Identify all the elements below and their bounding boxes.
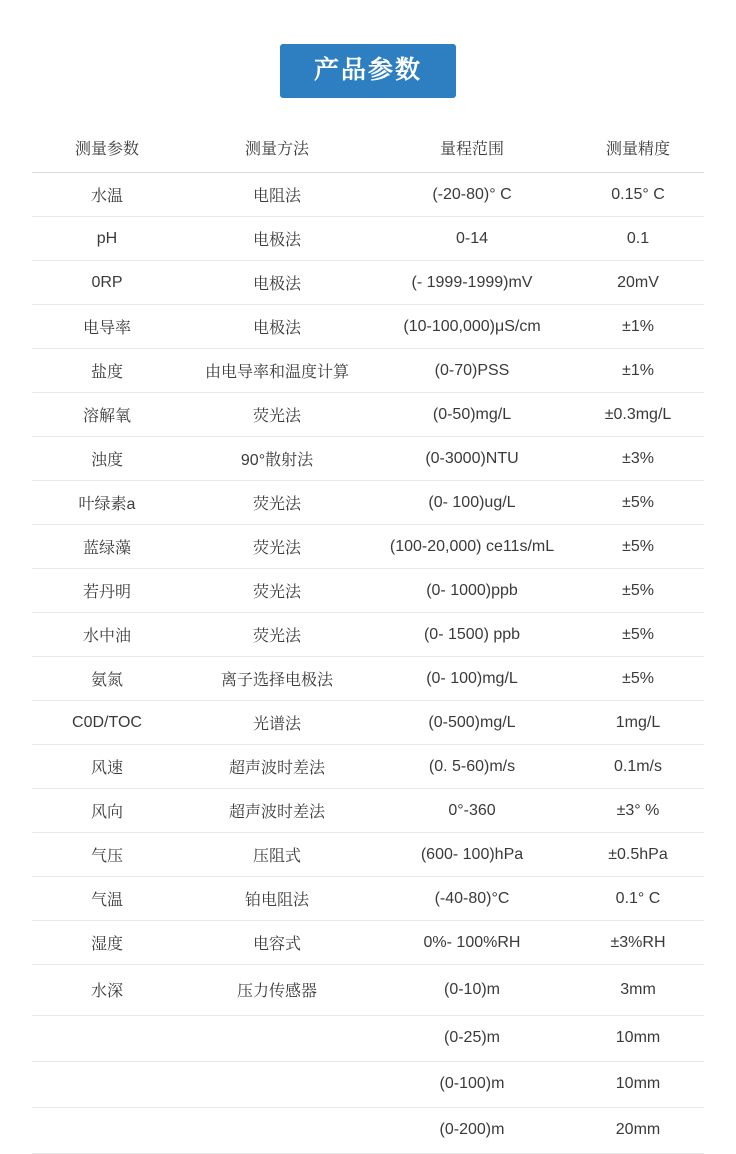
cell-accuracy: 10mm <box>572 1062 704 1108</box>
cell-parameter: 0RP <box>32 261 182 305</box>
cell-accuracy: 0.1 <box>572 217 704 261</box>
table-row <box>32 349 704 393</box>
cell-accuracy: 3mm <box>572 965 704 1016</box>
table-row <box>32 833 704 877</box>
cell-parameter <box>32 1016 182 1062</box>
cell-parameter: 蓝绿藻 <box>32 525 182 569</box>
table-row <box>32 525 704 569</box>
cell-method: 荧光法 <box>182 393 372 437</box>
cell-accuracy: 20mV <box>572 261 704 305</box>
table-row <box>32 657 704 701</box>
cell-method: 铂电阻法 <box>182 877 372 921</box>
cell-parameter: 水温 <box>32 173 182 217</box>
cell-parameter: 浊度 <box>32 437 182 481</box>
cell-parameter: 溶解氧 <box>32 393 182 437</box>
cell-accuracy: ±5% <box>572 613 704 657</box>
cell-method: 荧光法 <box>182 481 372 525</box>
cell-range: (0-500)mg/L <box>372 701 572 745</box>
cell-method <box>182 1016 372 1062</box>
cell-parameter: 湿度 <box>32 921 182 965</box>
table-row <box>32 613 704 657</box>
cell-method: 荧光法 <box>182 525 372 569</box>
cell-accuracy: ±0.5hPa <box>572 833 704 877</box>
cell-accuracy: 0.1° C <box>572 877 704 921</box>
cell-accuracy: 10mm <box>572 1016 704 1062</box>
cell-accuracy: ±3° % <box>572 789 704 833</box>
cell-parameter: 气压 <box>32 833 182 877</box>
cell-accuracy: ±3%RH <box>572 921 704 965</box>
cell-range: (0-50)mg/L <box>372 393 572 437</box>
cell-range: (600- 100)hPa <box>372 833 572 877</box>
cell-method: 电阻法 <box>182 173 372 217</box>
cell-range: (0-25)m <box>372 1016 572 1062</box>
cell-range: 0%- 100%RH <box>372 921 572 965</box>
cell-range: (-40-80)°C <box>372 877 572 921</box>
cell-method: 光谱法 <box>182 701 372 745</box>
cell-range: (0- 100)ug/L <box>372 481 572 525</box>
page-header <box>0 0 736 98</box>
cell-range: 0-14 <box>372 217 572 261</box>
cell-accuracy: 0.1m/s <box>572 745 704 789</box>
cell-range: (0-100)m <box>372 1062 572 1108</box>
cell-range: (0-3000)NTU <box>372 437 572 481</box>
cell-accuracy: ±3% <box>572 437 704 481</box>
cell-method: 电极法 <box>182 261 372 305</box>
table-row <box>32 1016 704 1062</box>
cell-parameter: 水中油 <box>32 613 182 657</box>
cell-range: (0. 5-60)m/s <box>372 745 572 789</box>
table-header-row <box>32 128 704 173</box>
cell-method: 由电导率和温度计算 <box>182 349 372 393</box>
table-row <box>32 481 704 525</box>
cell-method: 超声波时差法 <box>182 745 372 789</box>
table-row <box>32 393 704 437</box>
cell-parameter: 气温 <box>32 877 182 921</box>
cell-accuracy: 1mg/L <box>572 701 704 745</box>
cell-method: 荧光法 <box>182 613 372 657</box>
cell-method <box>182 1062 372 1108</box>
table-row <box>32 217 704 261</box>
cell-parameter: 水深 <box>32 965 182 1016</box>
cell-method: 离子选择电极法 <box>182 657 372 701</box>
table-row <box>32 1108 704 1154</box>
table-row <box>32 877 704 921</box>
cell-parameter: C0D/TOC <box>32 701 182 745</box>
cell-parameter <box>32 1062 182 1108</box>
table-row <box>32 173 704 217</box>
column-header-method: 测量方法 <box>182 128 372 173</box>
cell-method: 压力传感器 <box>182 965 372 1016</box>
table-body <box>32 173 704 1154</box>
cell-parameter <box>32 1108 182 1154</box>
table-row <box>32 437 704 481</box>
cell-parameter: 氨氮 <box>32 657 182 701</box>
cell-method: 电容式 <box>182 921 372 965</box>
table-row <box>32 1062 704 1108</box>
cell-range: (0- 100)mg/L <box>372 657 572 701</box>
cell-range: (- 1999-1999)mV <box>372 261 572 305</box>
table-row <box>32 569 704 613</box>
cell-method: 电极法 <box>182 217 372 261</box>
cell-range: (0- 1000)ppb <box>372 569 572 613</box>
table-row <box>32 305 704 349</box>
table-row <box>32 261 704 305</box>
cell-parameter: 若丹明 <box>32 569 182 613</box>
cell-range: (0-10)m <box>372 965 572 1016</box>
cell-accuracy: ±5% <box>572 657 704 701</box>
specifications-table <box>32 128 704 1154</box>
cell-parameter: 电导率 <box>32 305 182 349</box>
cell-range: (-20-80)° C <box>372 173 572 217</box>
table-row <box>32 965 704 1016</box>
cell-parameter: 盐度 <box>32 349 182 393</box>
cell-method <box>182 1108 372 1154</box>
table-row <box>32 745 704 789</box>
cell-range: (10-100,000)μS/cm <box>372 305 572 349</box>
cell-method: 90°散射法 <box>182 437 372 481</box>
cell-accuracy: ±1% <box>572 349 704 393</box>
cell-accuracy: ±1% <box>572 305 704 349</box>
cell-accuracy: ±0.3mg/L <box>572 393 704 437</box>
cell-range: 0°-360 <box>372 789 572 833</box>
cell-accuracy: 20mm <box>572 1108 704 1154</box>
column-header-range: 量程范围 <box>372 128 572 173</box>
cell-range: (100-20,000) ce11s/mL <box>372 525 572 569</box>
table-row <box>32 789 704 833</box>
table-row <box>32 701 704 745</box>
column-header-parameter: 测量参数 <box>32 128 182 173</box>
cell-range: (0-70)PSS <box>372 349 572 393</box>
cell-range: (0-200)m <box>372 1108 572 1154</box>
cell-parameter: 风速 <box>32 745 182 789</box>
table-row <box>32 921 704 965</box>
cell-method: 超声波时差法 <box>182 789 372 833</box>
cell-method: 压阻式 <box>182 833 372 877</box>
cell-range: (0- 1500) ppb <box>372 613 572 657</box>
cell-method: 荧光法 <box>182 569 372 613</box>
table-header <box>32 128 704 173</box>
cell-accuracy: ±5% <box>572 481 704 525</box>
page-title: 产品参数 <box>280 44 456 98</box>
column-header-accuracy: 测量精度 <box>572 128 704 173</box>
cell-parameter: 风向 <box>32 789 182 833</box>
cell-accuracy: 0.15° C <box>572 173 704 217</box>
cell-accuracy: ±5% <box>572 569 704 613</box>
cell-parameter: pH <box>32 217 182 261</box>
cell-method: 电极法 <box>182 305 372 349</box>
cell-parameter: 叶绿素a <box>32 481 182 525</box>
cell-accuracy: ±5% <box>572 525 704 569</box>
